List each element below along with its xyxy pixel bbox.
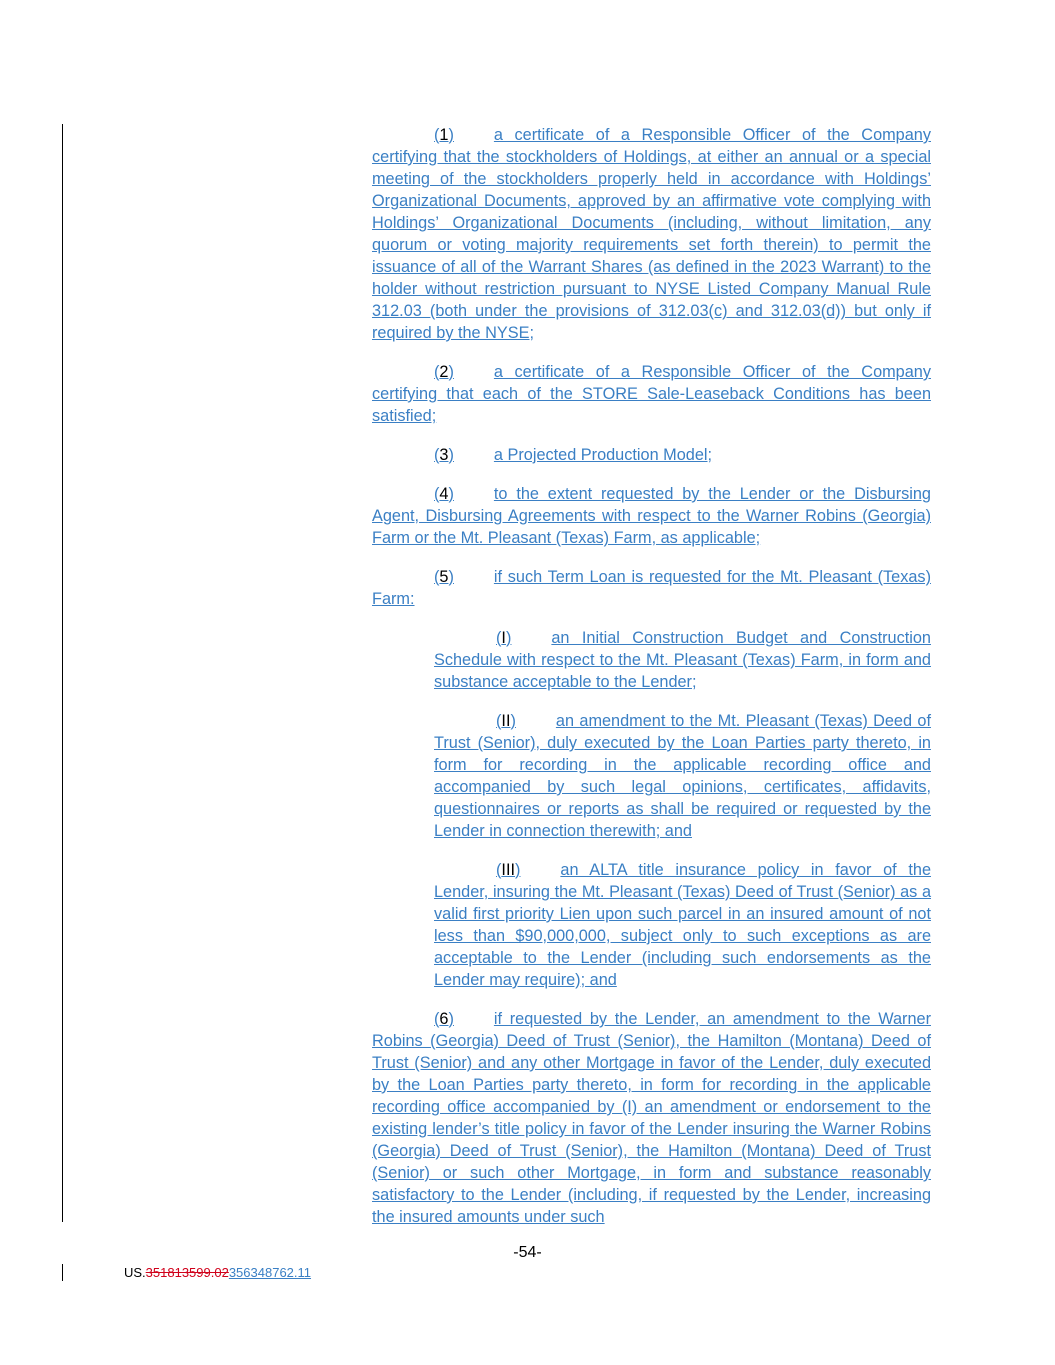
paragraph-number: (1) xyxy=(434,126,454,144)
page-number: -54- xyxy=(513,1244,542,1261)
paragraph-4 xyxy=(372,483,931,549)
footer-change-bar xyxy=(62,1264,63,1281)
subparagraph-text: an ALTA title insurance policy in favor of the Lender, insuring the Mt. Pleasant (Texas) Deed of Trust (Senior) as a valid first priority Lien upon such parcel in an insured amount of not less than $90,000,000, subject only to such exceptions as are acceptable to the Lender (including such endorsements as the Lender may require); and xyxy=(434,861,931,989)
paragraph-text: if requested by the Lender, an amendment to the Warner Robins (Georgia) Deed of Trust (Senior), the Hamilton (Montana) Deed of Trust (Senior) and any other Mortgage in favor of the Lender, duly executed by the Loan Parties party thereto, in form for recording in the applicable recording office accompanied by (I) an amendment or endorsement to the existing lender’s title policy in favor of the Lender insuring the Warner Robins (Georgia) Deed of Trust (Senior), the Hamilton (Montana) Deed of Trust (Senior) or such other Mortgage, in form and substance reasonably satisfactory to the Lender (including, if requested by the Lender, increasing the insured amounts under such xyxy=(372,1010,931,1226)
paragraph-5 xyxy=(372,566,931,610)
paragraph-text: a Projected Production Model; xyxy=(493,446,713,464)
paragraph-number: (2) xyxy=(434,363,454,381)
subparagraph-III xyxy=(434,859,931,991)
paragraph-number: (3) xyxy=(434,446,454,464)
paragraph-number: (6) xyxy=(434,1010,454,1028)
subparagraph-text: an amendment to the Mt. Pleasant (Texas) Deed of Trust (Senior), duly executed by the Loan Parties party thereto, in form for recording in the applicable recording office and accompanied by such legal opinions, certificates, affidavits, questionnaires or reports as shall be required or requested by the Lender in connection therewith; and xyxy=(434,712,931,840)
subparagraph-II xyxy=(434,710,931,842)
paragraph-number: (5) xyxy=(434,568,454,586)
paragraph-2 xyxy=(372,361,931,427)
paragraph-text: if such Term Loan is requested for the Mt. Pleasant (Texas) Farm: xyxy=(372,568,931,608)
document-body xyxy=(372,124,931,1245)
paragraph-6 xyxy=(372,1008,931,1228)
subparagraph-number: (III) xyxy=(496,861,521,879)
paragraph-number: (4) xyxy=(434,485,454,503)
doc-id-inserted: 356348762.11 xyxy=(228,1265,312,1280)
subparagraph-number: (II) xyxy=(496,712,516,730)
paragraph-text: a certificate of a Responsible Officer of the Company certifying that each of the STORE Sale-Leaseback Conditions has been satisfied; xyxy=(372,363,931,425)
paragraph-text: a certificate of a Responsible Officer of the Company certifying that the stockholders of Holdings, at either an annual or a special meeting of the stockholders properly held in accordance with Holdings’ Organizational Documents, approved by an affirmative vote complying with Holdings’ Organizational Documents (including, without limitation, any quorum or voting majority requirements set forth therein) to permit the issuance of all of the Warrant Shares (as defined in the 2023 Warrant) to the holder without restriction pursuant to NYSE Listed Company Manual Rule 312.03 (both under the provisions of 312.03(c) and 312.03(d)) but only if required by the NYSE; xyxy=(372,126,931,342)
doc-id-deleted: 351813599.02 xyxy=(145,1265,229,1280)
paragraph-3 xyxy=(372,444,931,466)
paragraph-1 xyxy=(372,124,931,344)
subparagraph-text: an Initial Construction Budget and Construction Schedule with respect to the Mt. Pleasant (Texas) Farm, in form and substance acceptable to the Lender; xyxy=(434,629,931,691)
change-bar xyxy=(62,124,63,1222)
document-id-footer xyxy=(124,1265,311,1280)
subparagraph-I xyxy=(434,627,931,693)
paragraph-text: to the extent requested by the Lender or the Disbursing Agent, Disbursing Agreements with respect to the Warner Robins (Georgia) Farm or the Mt. Pleasant (Texas) Farm, as applicable; xyxy=(372,485,931,547)
doc-id-prefix: US. xyxy=(124,1265,146,1280)
subparagraph-number: (I) xyxy=(496,629,512,647)
